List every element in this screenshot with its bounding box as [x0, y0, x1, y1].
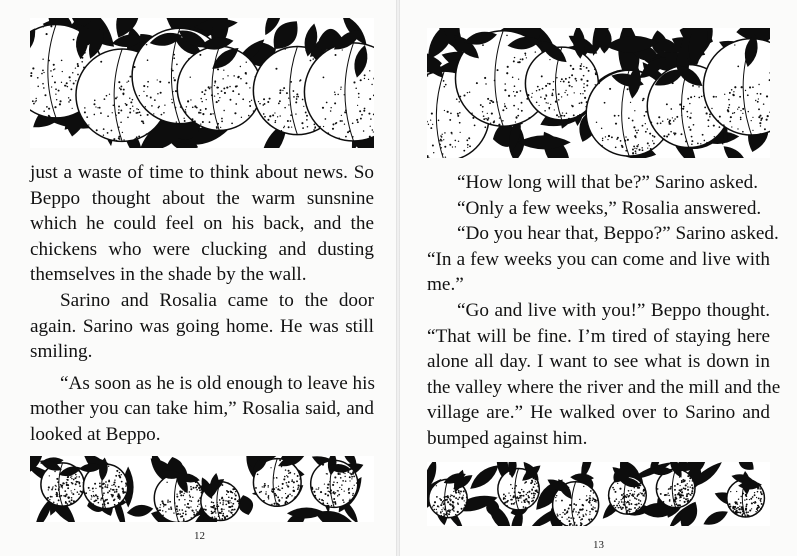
text-line: alone all day. I want to see what is down in: [427, 351, 770, 373]
text-line: Sarino and Rosalia came to the door: [60, 289, 374, 311]
text-line: “In a few weeks you can come and live with: [427, 248, 770, 270]
right-page: [400, 0, 797, 556]
left-page: [0, 0, 396, 556]
left-top-peach-illustration: [30, 18, 374, 148]
peach-woodcut-drawing: [30, 18, 374, 148]
text-line: looked at Beppo.: [30, 423, 161, 445]
peach-woodcut-drawing: [427, 28, 770, 158]
text-line: themselves in the shade by the wall.: [30, 264, 307, 286]
page-number: 13: [593, 539, 604, 551]
text-line: smiling.: [30, 341, 93, 363]
left-bottom-peach-illustration: [30, 456, 374, 522]
text-line: just a waste of time to think about news. So: [30, 162, 374, 183]
right-page-text: [427, 170, 781, 452]
text-line: “Go and live with you!” Beppo thought.: [457, 299, 770, 321]
text-line: village are.” He walked over to Sarino and: [427, 402, 770, 424]
text-line: “Do you hear that, Beppo?” Sarino asked.: [457, 223, 779, 245]
text-line: the valley where the river and the mill and the: [427, 376, 781, 398]
text-line: “Only a few weeks,” Rosalia answered.: [457, 197, 762, 219]
text-line: mother you can take him,” Rosalia said, and: [30, 398, 374, 420]
text-line: Beppo thought about the warm sunsnine: [30, 187, 374, 209]
text-line: bumped against him.: [427, 427, 588, 449]
text-line: chickens who were clucking and dusting: [30, 238, 374, 260]
text-line: me.”: [427, 274, 464, 296]
text-line: “How long will that be?” Sarino asked.: [457, 172, 759, 193]
left-page-text: [30, 160, 374, 448]
text-line: which he could feel on his back, and the: [30, 213, 374, 235]
text-line: again. Sarino was going home. He was still: [30, 315, 374, 337]
text-line: “That will be fine. I’m tired of staying here: [427, 325, 770, 347]
peach-woodcut-drawing: [427, 462, 770, 526]
right-top-peach-illustration: [427, 28, 770, 158]
page-number: 12: [194, 530, 205, 542]
peach-woodcut-drawing: [30, 456, 374, 522]
text-line: “As soon as he is old enough to leave his: [60, 372, 375, 394]
right-bottom-peach-illustration: [427, 462, 770, 526]
